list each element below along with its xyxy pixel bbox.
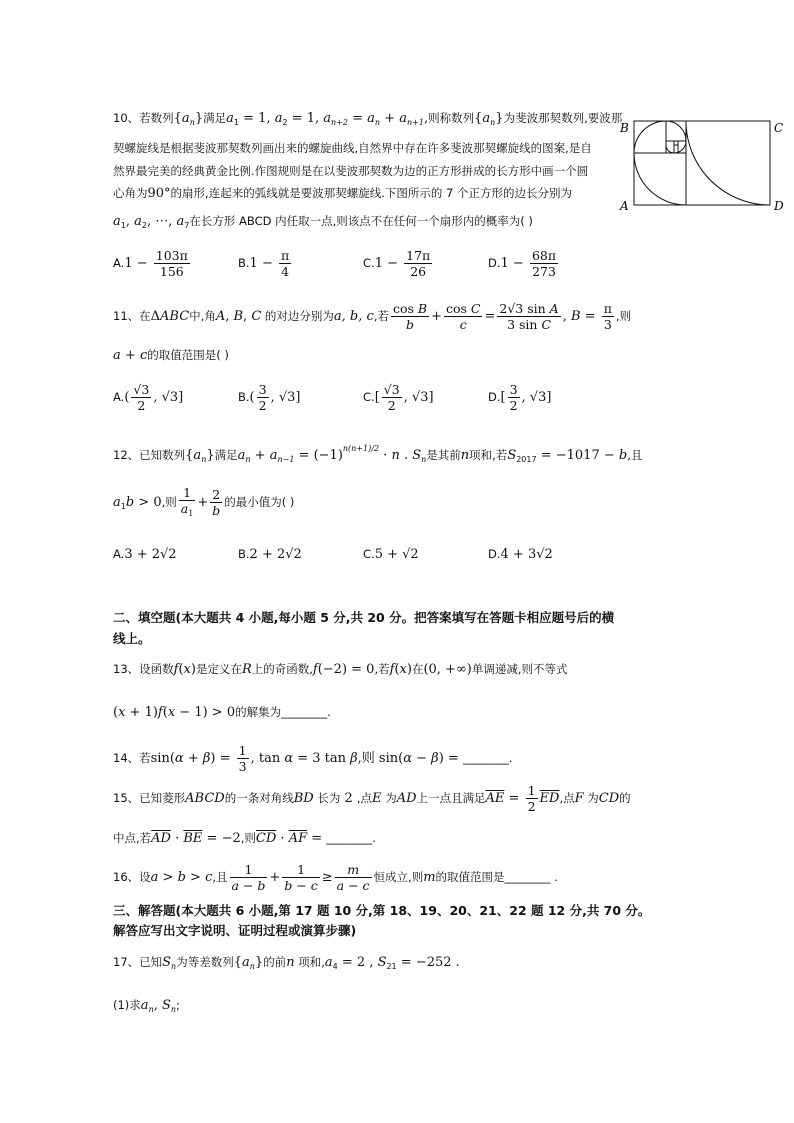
q10-option-a: A.1 − $\frac{103\pi}{156}$ bbox=[113, 248, 188, 279]
figure-label-b: B bbox=[620, 121, 629, 135]
q17-part1: (1)求$a_n$, $S_n$; bbox=[113, 998, 180, 1014]
q13-line1: 13、设函数f(x)是定义在R上的奇函数,f(−2) = 0,若f(x)在(0, +∞)单调递减,则不等式 bbox=[113, 662, 568, 677]
section3-heading-line1: 三、解答题(本大题共 6 小题,第 17 题 10 分,第 18、19、20、21、22 题 12 分,共 70 分。 bbox=[113, 903, 651, 918]
figure-label-c: C bbox=[774, 121, 784, 135]
q16-line: 16、设a > b > c,且 $\frac{1}{a - b}$ + $\frac{1}{b - c}$ ≥ $\frac{m}{a - c}$ 恒成立,则m的取值范围是________ . bbox=[113, 862, 558, 893]
q10-line4: 心角为90°的扇形,连起来的弧线就是要波那契螺旋线.下图所示的 7 个正方形的边长分别为 bbox=[113, 186, 572, 201]
section3-heading-line2: 解答应写出文字说明、证明过程或演算步骤) bbox=[113, 923, 357, 938]
fibonacci-spiral-figure bbox=[616, 116, 791, 218]
q12-option-d: D.4 + 3√2 bbox=[488, 547, 553, 562]
figure-label-d: D bbox=[774, 199, 784, 213]
q10-line3: 然界最完美的经典黄金比例.作图规则是在以斐波那契数为边的正方形拼成的长方形中画一个圆 bbox=[113, 164, 589, 178]
q12-line2: $a_1b > 0$,则 $\frac{1}{a_1}$ + $\frac{2}{b}$ 的最小值为( ) bbox=[113, 484, 295, 518]
q10-line5: $a_1$, $a_2$, ⋯, $a_7$在长方形 ABCD 内任取一点,则该点不在任何一个扇形内的概率为( ) bbox=[113, 214, 533, 230]
q13-line2: (x + 1)f(x − 1) > 0的解集为________. bbox=[113, 705, 331, 720]
q11-line2: a + c的取值范围是( ) bbox=[113, 348, 229, 363]
q10-line2: 契螺旋线是根据斐波那契数列画出来的螺旋曲线,自然界中存在许多斐波那契螺旋线的图案,是自 bbox=[113, 141, 592, 155]
q15-line1: 15、已知菱形ABCD的一条对角线BD 长为 2 ,点E 为AD上一点且满足$\overline{AE}$ = $\frac{1}{2}$ $\overline{ED}$,点F 为CD的 bbox=[113, 783, 631, 814]
q11-option-c: C.[ $\frac{√3}{2}$ , √3] bbox=[363, 382, 434, 413]
q11-option-b: B.( $\frac{3}{2}$ , √3] bbox=[238, 382, 301, 413]
q10-line1: 10、若数列$\{a_n\}$满足$a_1 = 1$, $a_2 = 1$, $a_{n+2} = a_n + a_{n+1}$,则称数列$\{a_n\}$为斐波那契数列,要波那 bbox=[113, 111, 623, 127]
q11-option-a: A.( $\frac{√3}{2}$ , √3] bbox=[113, 382, 184, 413]
q12-option-c: C.5 + √2 bbox=[363, 547, 419, 562]
q11-line1: 11、在ΔABC中,角A, B, C 的对边分别为a, b, c,若 $\frac{\text{cos B}}{b}$ + $\frac{\text{cos C}}{c}$ = $\frac{\text{2√3 sin A}}{\text{3 sin C}}$ , B = $\frac{\pi}{3}$ ,则 bbox=[113, 301, 632, 332]
q10-option-c: C.1 − $\frac{17\pi}{26}$ bbox=[363, 248, 431, 279]
q10-option-d: D.1 − $\frac{68\pi}{273}$ bbox=[488, 248, 557, 279]
q12-line1: 12、已知数列$\{a_n\}$满足$a_n + a_{n-1} = (-1)^{n(n+1)/2} \cdot n$ . $S_n$是其前n项和,若$S_{2017} = -1017 - b$,且 bbox=[113, 444, 643, 464]
q15-line2: 中点,若$\overline{AD} \cdot \overline{BE} = -2$,则$\overline{CD} \cdot \overline{AF}$ = ________. bbox=[113, 831, 376, 846]
figure-label-a: A bbox=[620, 199, 629, 213]
q11-option-d: D.[ $\frac{3}{2}$ , √3] bbox=[488, 382, 552, 413]
section2-heading-line1: 二、填空题(本大题共 4 小题,每小题 5 分,共 20 分。把答案填写在答题卡相应题号后的横 bbox=[113, 610, 615, 625]
q17-line1: 17、已知$S_n$为等差数列$\{a_n\}$的前n 项和$,a_4 = 2$ , $S_{21} = -252$ . bbox=[113, 955, 460, 971]
q14-line: 14、若sin(α + β) = $\frac{1}{3}$ , tan α = 3 tan β,则 sin(α − β) = ________. bbox=[113, 743, 513, 774]
section2-heading-line2: 线上。 bbox=[113, 631, 151, 646]
q12-option-b: B.2 + 2√2 bbox=[238, 547, 302, 562]
q10-option-b: B.1 − $\frac{\pi}{4}$ bbox=[238, 248, 290, 279]
q12-option-a: A.3 + 2√2 bbox=[113, 547, 177, 562]
